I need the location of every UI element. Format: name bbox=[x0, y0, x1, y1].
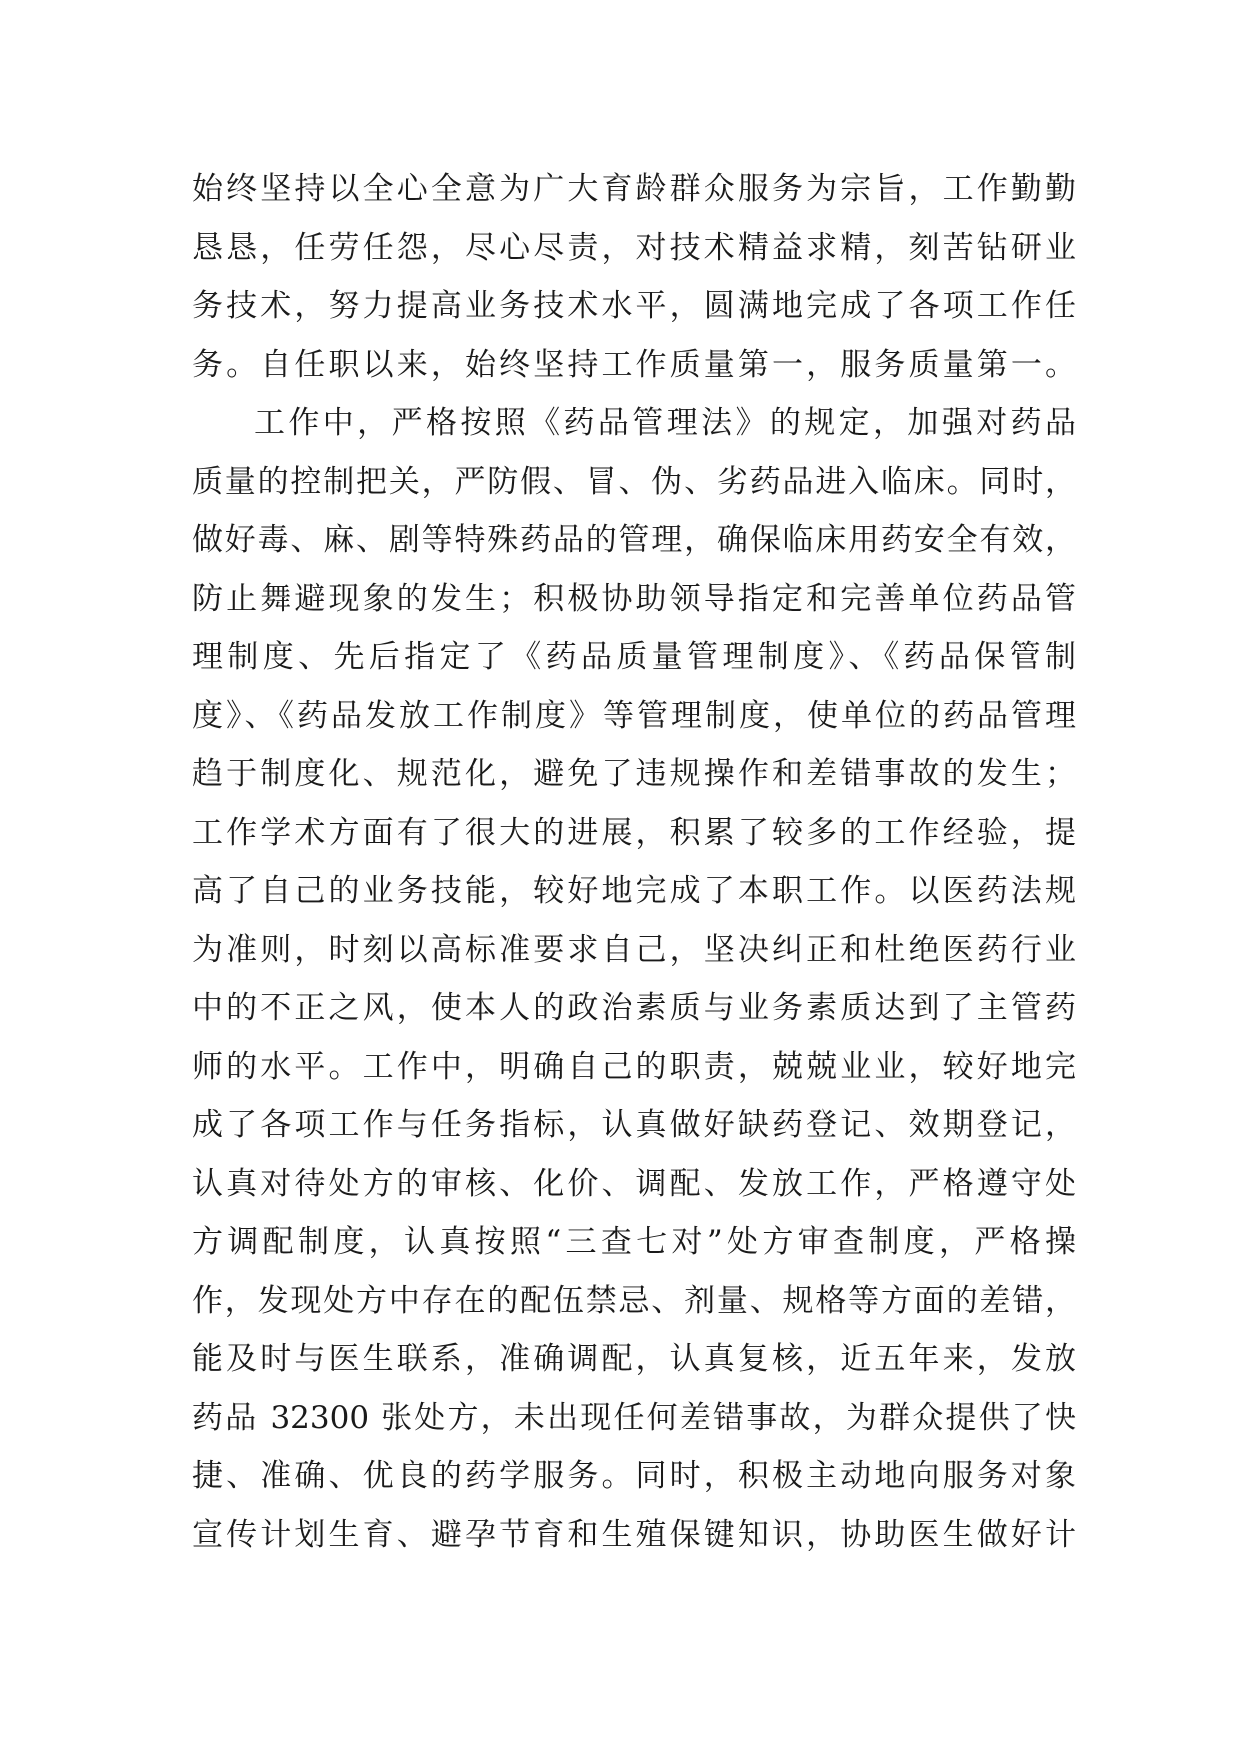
text-line: 捷、准确、优良的药学服务。同时，积极主动地向服务对象 bbox=[192, 1458, 1076, 1494]
text-line: 始终坚持以全心全意为广大育龄群众服务为宗旨，工作勤勤 bbox=[192, 171, 1076, 207]
text-line: 中的不正之风，使本人的政治素质与业务素质达到了主管药 bbox=[192, 990, 1076, 1026]
text-line: 方调配制度，认真按照“三查七对”处方审查制度，严格操 bbox=[192, 1224, 1076, 1260]
text-line: 理制度、先后指定了《药品质量管理制度》、《药品保管制 bbox=[192, 639, 1076, 675]
text-line: 作，发现处方中存在的配伍禁忌、剂量、规格等方面的差错， bbox=[192, 1282, 1076, 1319]
text-line: 务技术，努力提高业务技术水平，圆满地完成了各项工作任 bbox=[192, 288, 1076, 324]
text-line: 恳恳，任劳任怨，尽心尽责，对技术精益求精，刻苦钻研业 bbox=[192, 229, 1076, 266]
text-line: 趋于制度化、规范化，避免了违规操作和差错事故的发生； bbox=[192, 756, 1076, 792]
text-line: 工作学术方面有了很大的进展，积累了较多的工作经验，提 bbox=[192, 814, 1076, 851]
text-line: 为准则，时刻以高标准要求自己，坚决纠正和杜绝医药行业 bbox=[192, 931, 1076, 968]
text-line: 务。自任职以来，始终坚持工作质量第一，服务质量第一。 bbox=[192, 346, 1076, 383]
text-line: 认真对待处方的审核、化价、调配、发放工作，严格遵守处 bbox=[192, 1165, 1076, 1202]
text-line: 质量的控制把关，严防假、冒、伪、劣药品进入临床。同时， bbox=[192, 463, 1076, 500]
text-line: 能及时与医生联系，准确调配，认真复核，近五年来，发放 bbox=[192, 1341, 1076, 1377]
text-line: 师的水平。工作中，明确自己的职责，兢兢业业，较好地完 bbox=[192, 1048, 1076, 1085]
paragraph-first-line: 工作中，严格按照《药品管理法》的规定，加强对药品 bbox=[254, 405, 1076, 441]
text-line: 成了各项工作与任务指标，认真做好缺药登记、效期登记， bbox=[192, 1107, 1076, 1143]
text-line: 做好毒、麻、剧等特殊药品的管理，确保临床用药安全有效， bbox=[192, 522, 1076, 558]
text-line: 高了自己的业务技能，较好地完成了本职工作。以医药法规 bbox=[192, 873, 1076, 909]
text-line: 药品 32300 张处方，未出现任何差错事故，为群众提供了快 bbox=[192, 1399, 1076, 1436]
text-line: 宣传计划生育、避孕节育和生殖保键知识，协助医生做好计 bbox=[192, 1516, 1076, 1553]
body-text bbox=[192, 160, 1076, 1564]
text-line: 度》、《药品发放工作制度》等管理制度，使单位的药品管理 bbox=[192, 697, 1076, 734]
text-line: 防止舞避现象的发生；积极协助领导指定和完善单位药品管 bbox=[192, 580, 1076, 617]
